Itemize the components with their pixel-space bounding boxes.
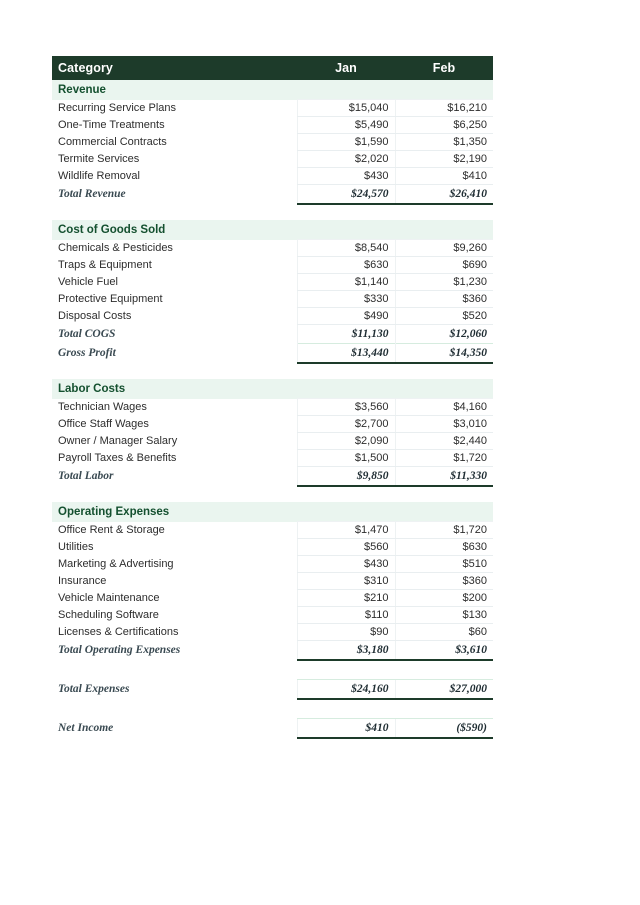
row-value-jan: $90	[297, 624, 395, 641]
row-label: One-Time Treatments	[52, 117, 297, 134]
section-header-label: Cost of Goods Sold	[52, 220, 493, 240]
table-row	[52, 416, 493, 433]
subtotal-value-jan: $13,440	[297, 344, 395, 364]
subtotal-value-jan: $3,180	[297, 641, 395, 661]
row-value-feb: $690	[395, 257, 493, 274]
row-value-feb: $520	[395, 308, 493, 325]
subtotal-value-jan: $9,850	[297, 467, 395, 487]
table-row	[52, 573, 493, 590]
row-value-jan: $490	[297, 308, 395, 325]
row-value-jan: $2,090	[297, 433, 395, 450]
row-value-jan: $1,500	[297, 450, 395, 467]
row-value-feb: $2,440	[395, 433, 493, 450]
row-value-jan: $1,470	[297, 522, 395, 539]
row-value-feb: $510	[395, 556, 493, 573]
row-label: Disposal Costs	[52, 308, 297, 325]
table-row	[52, 522, 493, 539]
row-value-jan: $310	[297, 573, 395, 590]
table-row	[52, 257, 493, 274]
table-row	[52, 556, 493, 573]
row-value-jan: $210	[297, 590, 395, 607]
profit-and-loss-table	[52, 56, 493, 739]
subtotal-value-jan: $24,570	[297, 185, 395, 205]
subtotal-row	[52, 641, 493, 661]
subtotal-label: Total Labor	[52, 467, 297, 487]
table-row	[52, 590, 493, 607]
row-label: Chemicals & Pesticides	[52, 240, 297, 257]
subtotal-value-jan: $11,130	[297, 325, 395, 344]
row-value-feb: $60	[395, 624, 493, 641]
row-value-jan: $1,590	[297, 134, 395, 151]
row-value-jan: $630	[297, 257, 395, 274]
row-value-feb: $16,210	[395, 100, 493, 117]
row-value-jan: $1,140	[297, 274, 395, 291]
table-row	[52, 117, 493, 134]
column-header-feb: Feb	[395, 56, 493, 80]
row-value-feb: $360	[395, 573, 493, 590]
table-row	[52, 399, 493, 416]
section-header-row	[52, 80, 493, 100]
row-value-jan: $2,700	[297, 416, 395, 433]
header-row	[52, 56, 493, 80]
grand-total-row	[52, 680, 493, 700]
row-label: Licenses & Certifications	[52, 624, 297, 641]
row-label: Vehicle Maintenance	[52, 590, 297, 607]
subtotal-value-feb: $14,350	[395, 344, 493, 364]
row-label: Office Staff Wages	[52, 416, 297, 433]
row-label: Vehicle Fuel	[52, 274, 297, 291]
row-label: Owner / Manager Salary	[52, 433, 297, 450]
section-header-row	[52, 379, 493, 399]
section-header-label: Operating Expenses	[52, 502, 493, 522]
grand-total-row	[52, 719, 493, 739]
subtotal-row	[52, 344, 493, 364]
row-value-jan: $330	[297, 291, 395, 308]
section-header-row	[52, 220, 493, 240]
row-label: Technician Wages	[52, 399, 297, 416]
row-value-feb: $360	[395, 291, 493, 308]
row-value-jan: $15,040	[297, 100, 395, 117]
subtotal-label: Total Revenue	[52, 185, 297, 205]
row-value-jan: $3,560	[297, 399, 395, 416]
grand-total-label: Net Income	[52, 719, 297, 739]
grand-total-value-feb: ($590)	[395, 719, 493, 739]
table-row	[52, 100, 493, 117]
row-value-jan: $2,020	[297, 151, 395, 168]
subtotal-value-feb: $11,330	[395, 467, 493, 487]
row-label: Traps & Equipment	[52, 257, 297, 274]
row-value-jan: $560	[297, 539, 395, 556]
row-label: Marketing & Advertising	[52, 556, 297, 573]
subtotal-value-feb: $12,060	[395, 325, 493, 344]
table-row	[52, 168, 493, 185]
row-value-feb: $410	[395, 168, 493, 185]
subtotal-row	[52, 325, 493, 344]
grand-total-value-feb: $27,000	[395, 680, 493, 700]
column-header-jan: Jan	[297, 56, 395, 80]
subtotal-label: Gross Profit	[52, 344, 297, 364]
row-label: Termite Services	[52, 151, 297, 168]
row-value-feb: $1,720	[395, 450, 493, 467]
row-label: Wildlife Removal	[52, 168, 297, 185]
grand-total-spacer	[52, 660, 493, 680]
grand-total-value-jan: $24,160	[297, 680, 395, 700]
grand-total-value-jan: $410	[297, 719, 395, 739]
table-body	[52, 80, 493, 738]
row-value-jan: $5,490	[297, 117, 395, 134]
row-value-feb: $9,260	[395, 240, 493, 257]
column-header-category: Category	[52, 56, 297, 80]
row-label: Payroll Taxes & Benefits	[52, 450, 297, 467]
table-row	[52, 607, 493, 624]
row-value-feb: $1,720	[395, 522, 493, 539]
table-row	[52, 624, 493, 641]
table-row	[52, 433, 493, 450]
table-row	[52, 308, 493, 325]
row-value-feb: $3,010	[395, 416, 493, 433]
table-row	[52, 274, 493, 291]
row-value-feb: $2,190	[395, 151, 493, 168]
section-spacer	[52, 363, 493, 379]
subtotal-label: Total COGS	[52, 325, 297, 344]
grand-total-spacer	[52, 699, 493, 719]
subtotal-value-feb: $26,410	[395, 185, 493, 205]
row-label: Protective Equipment	[52, 291, 297, 308]
row-value-feb: $4,160	[395, 399, 493, 416]
table-row	[52, 151, 493, 168]
row-value-jan: $430	[297, 168, 395, 185]
table-row	[52, 539, 493, 556]
subtotal-row	[52, 467, 493, 487]
section-header-label: Labor Costs	[52, 379, 493, 399]
table-header	[52, 56, 493, 80]
grand-total-label: Total Expenses	[52, 680, 297, 700]
row-value-feb: $200	[395, 590, 493, 607]
row-value-jan: $8,540	[297, 240, 395, 257]
subtotal-label: Total Operating Expenses	[52, 641, 297, 661]
profit-and-loss-sheet	[52, 56, 493, 739]
row-value-feb: $6,250	[395, 117, 493, 134]
table-row	[52, 450, 493, 467]
row-value-feb: $130	[395, 607, 493, 624]
subtotal-row	[52, 185, 493, 205]
row-label: Scheduling Software	[52, 607, 297, 624]
row-label: Insurance	[52, 573, 297, 590]
row-value-jan: $110	[297, 607, 395, 624]
section-header-label: Revenue	[52, 80, 493, 100]
row-label: Utilities	[52, 539, 297, 556]
table-row	[52, 291, 493, 308]
subtotal-value-feb: $3,610	[395, 641, 493, 661]
row-label: Recurring Service Plans	[52, 100, 297, 117]
row-value-jan: $430	[297, 556, 395, 573]
row-label: Commercial Contracts	[52, 134, 297, 151]
table-row	[52, 240, 493, 257]
table-row	[52, 134, 493, 151]
row-value-feb: $630	[395, 539, 493, 556]
row-value-feb: $1,350	[395, 134, 493, 151]
row-value-feb: $1,230	[395, 274, 493, 291]
section-spacer	[52, 204, 493, 220]
section-spacer	[52, 486, 493, 502]
row-label: Office Rent & Storage	[52, 522, 297, 539]
section-header-row	[52, 502, 493, 522]
